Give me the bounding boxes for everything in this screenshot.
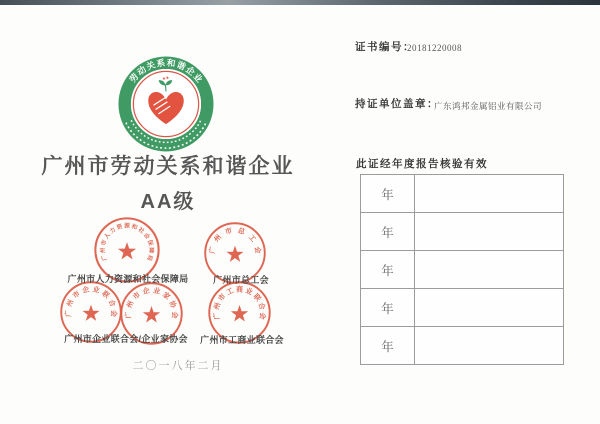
svg-text:保: 保 (145, 239, 154, 247)
svg-text:州: 州 (213, 301, 223, 311)
svg-text:和: 和 (130, 223, 138, 232)
svg-text:工: 工 (225, 287, 235, 297)
svg-text:和: 和 (166, 57, 177, 69)
svg-text:联: 联 (100, 290, 111, 301)
svg-text:市: 市 (224, 227, 234, 237)
svg-text:工: 工 (246, 233, 257, 244)
svg-text:家: 家 (161, 291, 171, 302)
holder-company-name: 广东鸿邦金属铝业有限公司 (434, 101, 543, 111)
report-cell (415, 327, 563, 364)
svg-text:市: 市 (71, 290, 82, 301)
svg-text:合: 合 (256, 301, 266, 311)
svg-text:会: 会 (141, 232, 151, 241)
svg-text:业: 业 (91, 286, 101, 295)
svg-text:资: 资 (116, 223, 124, 232)
svg-text:会: 会 (170, 311, 178, 319)
year-cell: 年 (361, 327, 415, 364)
svg-text:关: 关 (144, 59, 157, 72)
svg-text:广: 广 (125, 311, 133, 319)
svg-text:系: 系 (155, 57, 166, 69)
year-cell: 年 (361, 213, 415, 250)
report-cell (415, 251, 563, 288)
table-row (361, 175, 563, 212)
svg-text:州: 州 (66, 298, 76, 308)
svg-text:劳: 劳 (127, 71, 141, 85)
annual-verification-title: 此证经年度报告核验有效 (356, 158, 488, 170)
scan-edge-strip (0, 0, 600, 5)
seal-label-hr-bureau: 广州市人力资源和社会保障局 (67, 274, 189, 284)
holder-stamp-label: 持证单位盖章： (355, 98, 439, 110)
svg-text:局: 局 (145, 253, 153, 262)
certificate-title: 广州市劳动关系和谐企业 (41, 155, 295, 178)
table-row (361, 212, 563, 250)
table-row (361, 250, 563, 288)
svg-text:广: 广 (213, 311, 222, 320)
year-cell: 年 (361, 175, 415, 212)
seal-label-industry-commerce: 广州市工商业联合会 (200, 335, 284, 345)
svg-text:市: 市 (217, 292, 228, 303)
svg-text:业: 业 (244, 287, 254, 297)
svg-text:业: 业 (191, 71, 205, 85)
svg-text:协: 协 (167, 300, 177, 310)
svg-text:联: 联 (251, 292, 262, 303)
svg-text:业: 业 (152, 287, 161, 296)
svg-text:广: 广 (101, 253, 109, 262)
year-cell: 年 (361, 289, 415, 326)
issue-date: 二〇一八年二月 (132, 360, 224, 372)
svg-text:动: 动 (135, 64, 149, 78)
svg-text:企: 企 (183, 64, 197, 78)
report-cell (415, 213, 563, 250)
svg-text:市: 市 (132, 291, 142, 302)
report-cell (415, 175, 563, 212)
certificate-number-label: 证书编号： (355, 41, 415, 53)
certificate-grade: AA级 (140, 191, 196, 213)
seal-label-enterprise-assoc: 广州市企业联合会/企业家协会 (64, 334, 188, 344)
svg-text:州: 州 (213, 233, 224, 244)
certificate-number-value: 20181220008 (407, 43, 462, 53)
svg-text:源: 源 (124, 223, 130, 230)
svg-text:商: 商 (235, 286, 244, 294)
svg-text:广: 广 (209, 246, 218, 255)
svg-text:社: 社 (136, 226, 145, 236)
report-cell (415, 289, 563, 326)
svg-text:会: 会 (109, 309, 117, 318)
year-verification-table (360, 174, 564, 365)
svg-text:障: 障 (147, 247, 154, 254)
svg-text:谐: 谐 (175, 59, 188, 72)
svg-text:人: 人 (103, 232, 113, 241)
svg-text:力: 力 (109, 226, 118, 236)
svg-text:广: 广 (65, 309, 73, 318)
table-row (361, 326, 563, 364)
svg-text:州: 州 (126, 300, 136, 310)
year-cell: 年 (361, 251, 415, 288)
svg-text:会: 会 (252, 246, 261, 255)
svg-text:总: 总 (236, 227, 246, 237)
svg-text:州: 州 (100, 247, 107, 254)
svg-text:会: 会 (257, 311, 266, 320)
harmony-enterprise-emblem (118, 56, 214, 152)
svg-text:企: 企 (81, 286, 91, 295)
svg-text:市: 市 (100, 239, 109, 247)
seal-label-trade-unions: 广州市总工会 (213, 275, 269, 285)
svg-text:企: 企 (142, 287, 151, 296)
table-row (361, 288, 563, 326)
svg-text:合: 合 (106, 298, 116, 308)
